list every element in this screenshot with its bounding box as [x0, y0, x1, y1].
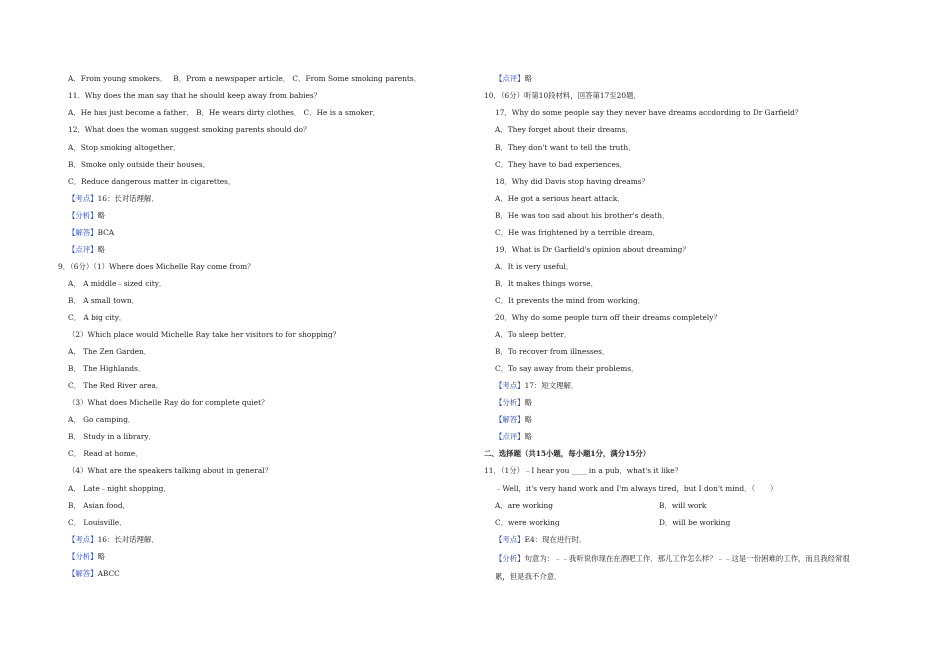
q19-option-a: A．It is very useful． — [495, 262, 574, 271]
q20-option-a: A．To sleep better． — [495, 330, 572, 339]
q12-option-b: B．Smoke only outside their houses． — [68, 160, 211, 169]
dianping-line — [68, 245, 105, 255]
dianping-text: 略 — [524, 432, 532, 441]
fenxi-tag: 【分析】 — [495, 398, 525, 407]
q18-option-b: B．He was too sad about his brother's death． — [495, 211, 670, 220]
dianping-line — [495, 74, 532, 84]
q9-2-option-c: C． The Red River area． — [68, 381, 164, 390]
fenxi-tag: 【分析】 — [68, 552, 98, 561]
kaodian-tag: 【考点】 — [495, 381, 525, 390]
q12-question: 12．What does the woman suggest smoking parents should do？ — [68, 125, 311, 134]
q9-4-option-c: C． Louisville． — [68, 518, 127, 527]
q9-2-option-b: B． The Highlands． — [68, 364, 146, 373]
jieda-tag: 【解答】 — [68, 228, 98, 237]
jieda-line — [68, 569, 120, 579]
q11-mc-option-a: A．are working — [495, 501, 554, 510]
q11-mc-option-c: C．were working — [495, 518, 560, 527]
q17-option-b: B．They don't want to tell the truth． — [495, 143, 636, 152]
fenxi-text: 略 — [97, 552, 105, 561]
kaodian-tag: 【考点】 — [495, 535, 525, 544]
kaodian-line — [495, 381, 578, 391]
jieda-tag: 【解答】 — [68, 569, 98, 578]
q12-option-a: A．Stop smoking altogether． — [68, 143, 181, 152]
q11-mc-option-b: B．will work — [659, 501, 707, 510]
q11-question: 11．Why does the man say that he should keep away from babies？ — [68, 91, 322, 100]
q20-option-b: B．To recover from illnesses． — [495, 347, 610, 356]
section-heading: 二、选择题（共15小题，每小题1分，满分15分） — [484, 449, 651, 458]
kaodian-text: 17：短文理解． — [524, 381, 579, 390]
q9-4-option-b: B． Asian food． — [68, 501, 130, 510]
fenxi-continuation: 累，但是我不介意． — [495, 572, 562, 581]
q19-option-c: C．It prevents the mind from working． — [495, 296, 646, 305]
jieda-text: 略 — [524, 415, 532, 424]
q10-options: A．From young smokers． B．Prom a newspaper article． C．From Some smoking parents． — [68, 74, 422, 83]
q9-3-question: （3）What does Michelle Ray do for complete quiet？ — [68, 398, 269, 407]
q9-4-option-a: A． Late﹣night shopping． — [68, 484, 171, 493]
q12-option-c: C．Reduce dangerous matter in cigarettes． — [68, 177, 236, 186]
q9-1-option-b: B． A small town． — [68, 296, 140, 305]
q9-2-option-a: A． The Zen Garden． — [68, 347, 152, 356]
q9-header: 9．（6分）（1）Where does Michelle Ray come from？ — [58, 262, 255, 271]
kaodian-tag: 【考点】 — [68, 535, 98, 544]
dianping-tag: 【点评】 — [68, 245, 98, 254]
q19-option-b: B．It makes things worse． — [495, 279, 599, 288]
fenxi-text: 句意为：﹣﹣我听说你现在在酒吧工作．那儿工作怎么样？﹣﹣这是一份困难的工作，而且我经常很 — [524, 554, 850, 563]
q19-question: 19．What is Dr Garfield's opinion about dreaming？ — [495, 245, 690, 254]
kaodian-line — [68, 535, 159, 545]
q20-option-c: C．To say away from their problems． — [495, 364, 639, 373]
q17-option-c: C．They have to bad experiences． — [495, 160, 628, 169]
q9-2-question: （2）Which place would Michelle Ray take her visitors to for shopping？ — [68, 330, 341, 339]
jieda-line — [495, 415, 532, 425]
kaodian-text: 16：长对话理解． — [97, 194, 159, 203]
fenxi-text: 略 — [524, 398, 532, 407]
kaodian-text: 16：长对话理解． — [97, 535, 159, 544]
jieda-line — [68, 228, 114, 238]
fenxi-text: 略 — [97, 211, 105, 220]
fenxi-line — [68, 552, 105, 562]
fenxi-line — [68, 211, 105, 221]
kaodian-tag: 【考点】 — [68, 194, 98, 203]
dianping-text: 略 — [97, 245, 105, 254]
kaodian-line — [495, 535, 586, 545]
fenxi-line — [495, 398, 532, 408]
q10-header: 10．（6分）听第10段材料，回答第17至20题． — [484, 91, 641, 100]
dianping-tag: 【点评】 — [495, 432, 525, 441]
kaodian-text: E4：现在进行时． — [524, 535, 587, 544]
q11-mc-question: 11．（1分）﹣I hear you ____ in a pub．what's it like？ — [484, 466, 683, 475]
q20-question: 20．Why do some people turn off their dreams completely？ — [495, 313, 721, 322]
jieda-tag: 【解答】 — [495, 415, 525, 424]
fenxi-tag: 【分析】 — [68, 211, 98, 220]
q11-mc-option-d: D．will be working — [659, 518, 731, 527]
q9-3-option-a: A． Go camping． — [68, 415, 136, 424]
q9-1-option-a: A． A middle﹣sized city． — [68, 279, 167, 288]
kaodian-line — [68, 194, 159, 204]
q18-option-c: C．He was frightened by a terrible dream． — [495, 228, 660, 237]
q18-question: 18．Why did Davis stop having dreams？ — [495, 177, 649, 186]
fenxi-line — [495, 554, 850, 564]
q18-option-a: A．He got a serious heart attack． — [495, 194, 625, 203]
q9-3-option-c: C． Read at home． — [68, 449, 143, 458]
dianping-tag: 【点评】 — [495, 74, 525, 83]
q11-options: A．He has just become a father． B．He wears dirty clothes． C．He is a smoker． — [68, 108, 381, 117]
q17-option-a: A．They forget about their dreams． — [495, 125, 633, 134]
q17-question: 17．Why do some people say they never have dreams accdording to Dr Garfield？ — [495, 108, 803, 117]
dianping-text: 略 — [524, 74, 532, 83]
q9-4-question: （4）What are the speakers talking about in general？ — [68, 466, 273, 475]
dianping-line — [495, 432, 532, 442]
jieda-text: BCA — [97, 228, 115, 237]
jieda-text: ABCC — [97, 569, 120, 578]
q9-3-option-b: B． Study in a library． — [68, 432, 156, 441]
fenxi-tag: 【分析】 — [495, 554, 525, 563]
q9-1-option-c: C． A big city． — [68, 313, 127, 322]
q11-mc-dialogue: ﹣Well，it's very hand work and I'm always tired，but I don't mind．（ ） — [495, 484, 778, 493]
